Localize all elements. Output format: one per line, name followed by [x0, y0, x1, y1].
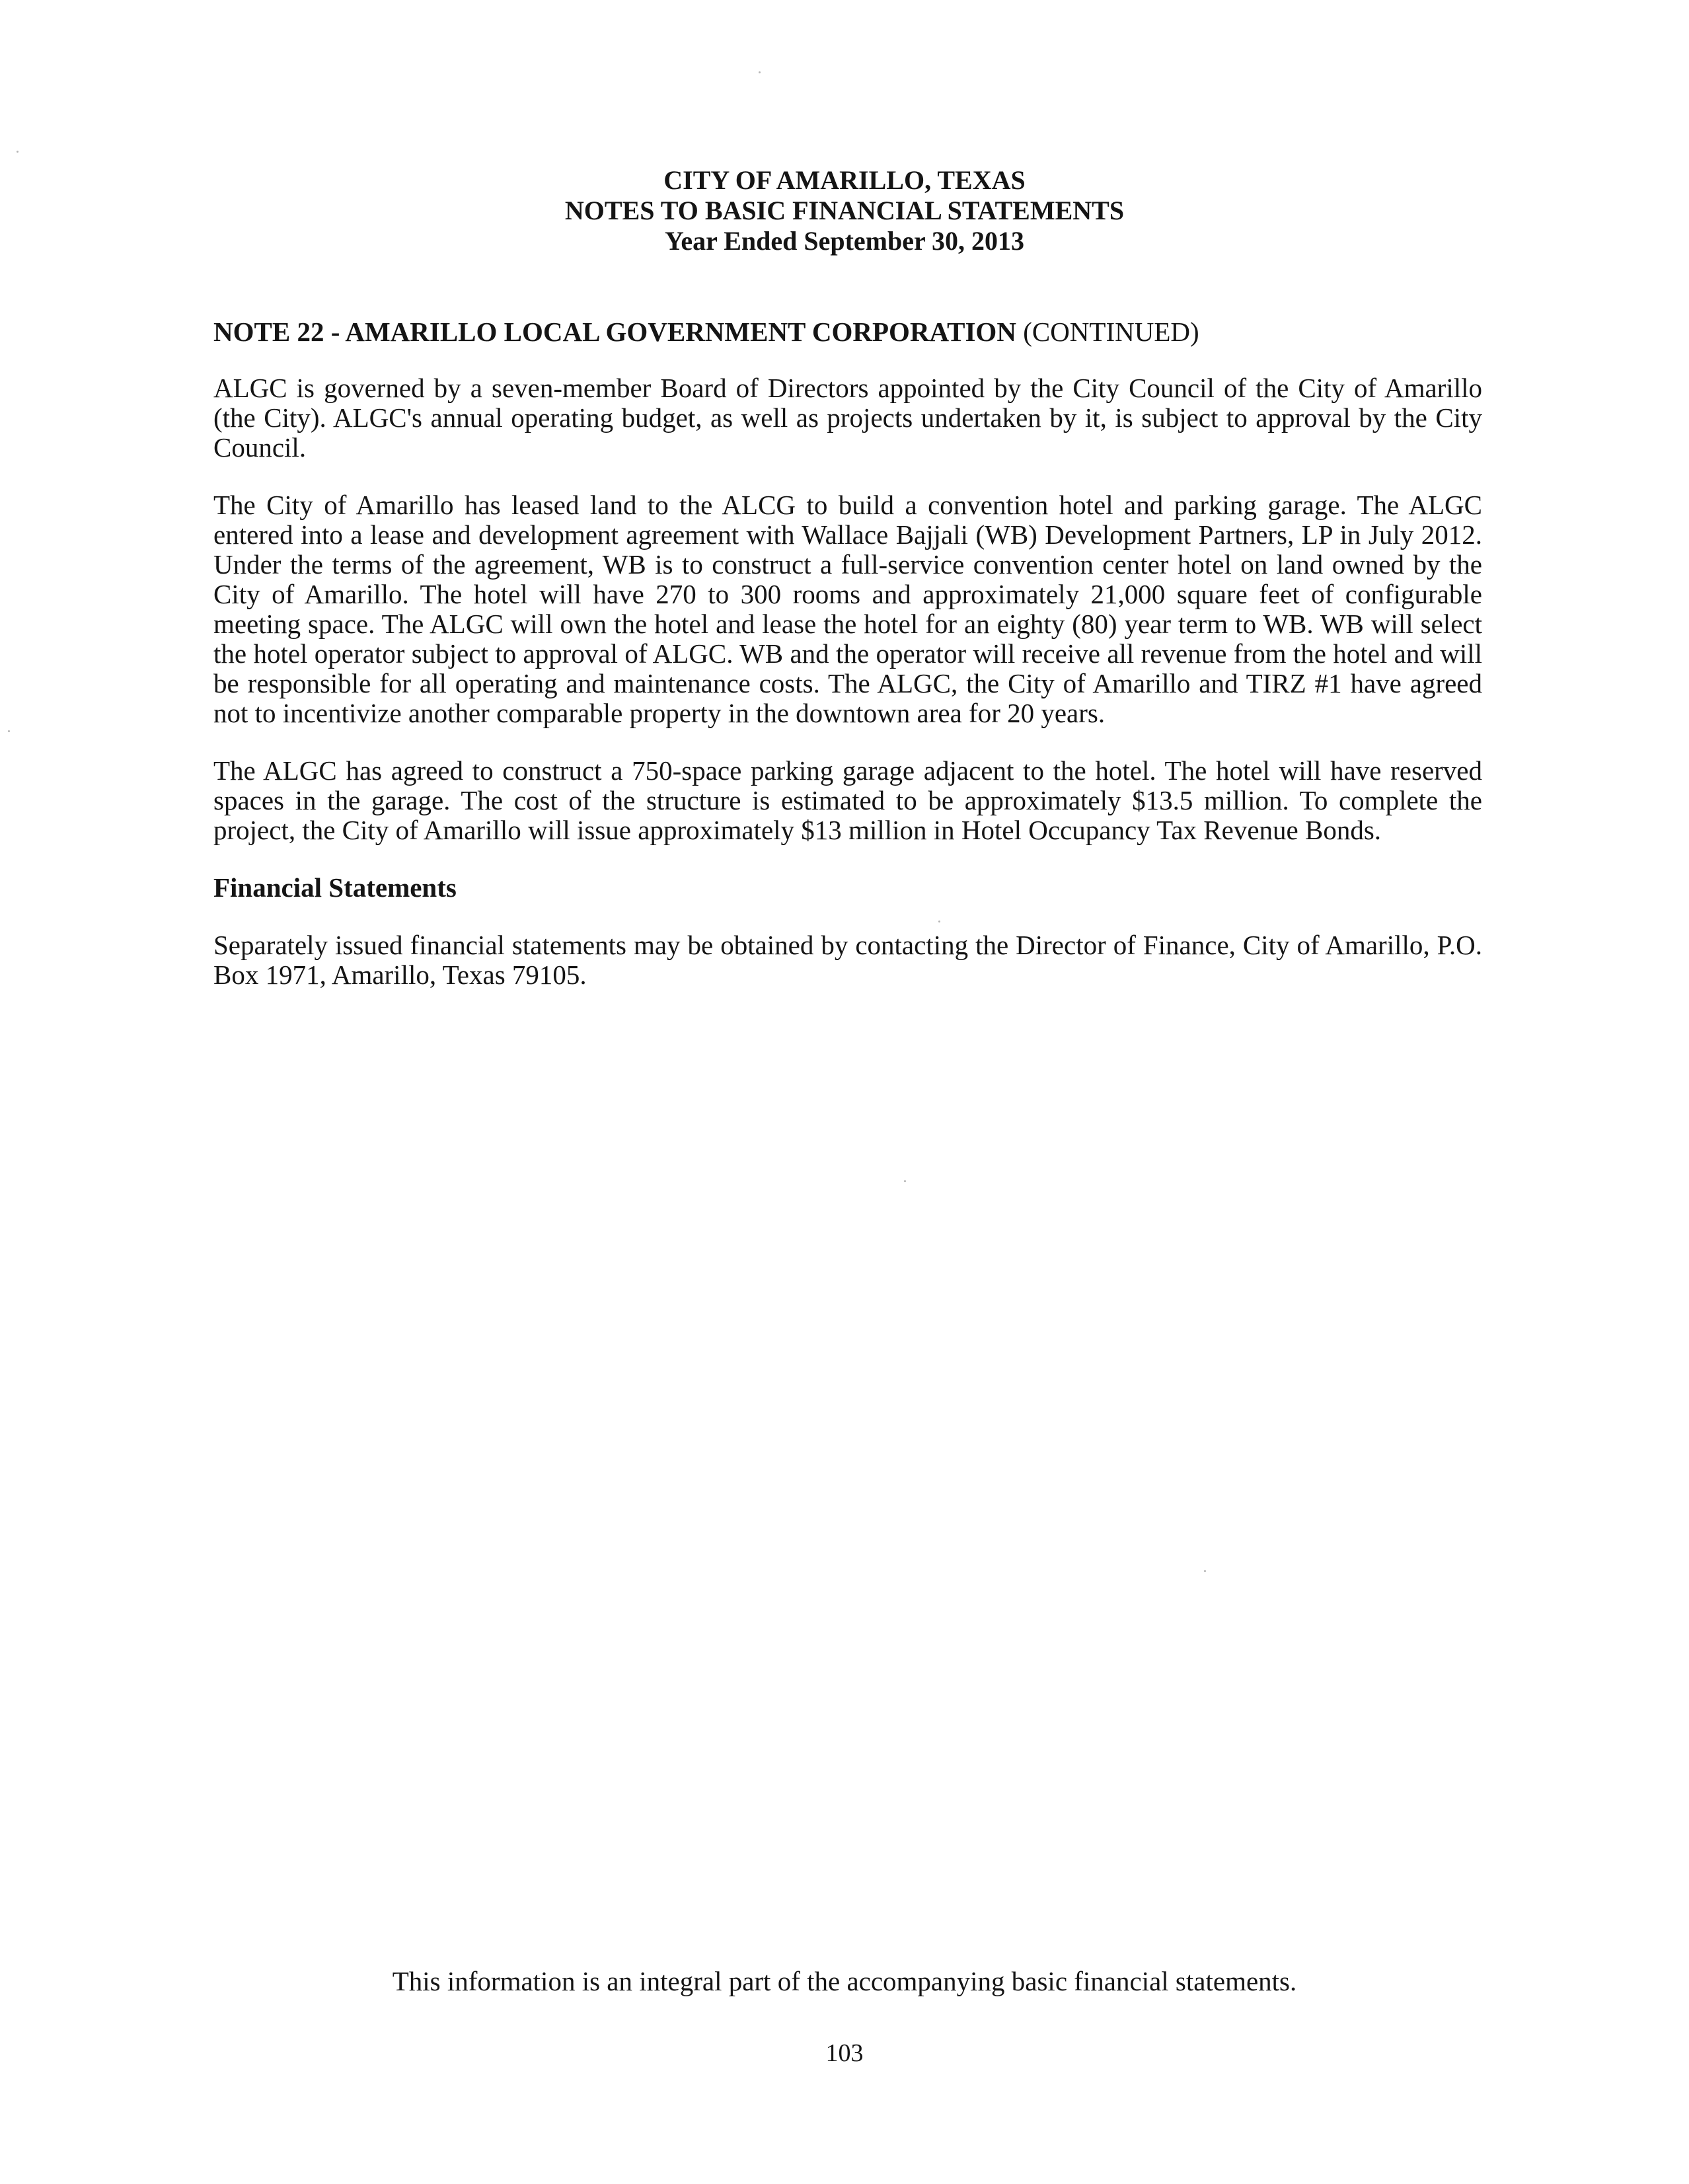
note-title: NOTE 22 - AMARILLO LOCAL GOVERNMENT CORPORATION — [213, 317, 1016, 347]
page-number: 103 — [825, 2039, 864, 2067]
note-heading — [213, 317, 1482, 347]
scan-speck — [17, 151, 19, 153]
note-title-suffix: (CONTINUED) — [1016, 317, 1199, 347]
financial-statements-heading: Financial Statements — [213, 872, 457, 903]
header-entity-name: CITY OF AMARILLO, TEXAS — [663, 165, 1026, 195]
scan-speck — [1204, 1570, 1206, 1572]
scan-speck — [759, 71, 761, 73]
document-header — [0, 165, 1689, 256]
scan-speck — [8, 730, 10, 732]
scan-speck — [904, 1180, 906, 1182]
footer-disclaimer: This information is an integral part of the accompanying basic financial statements. — [392, 1966, 1297, 1996]
note-paragraph-parking-garage: The ALGC has agreed to construct a 750-space parking garage adjacent to the hotel. The hotel will have reserved spaces in the garage. The cost of the structure is estimated to be approximately $13.5 million. To complete the project, the City of Amarillo will issue approximately $13 million in Hotel Occupancy Tax Revenue Bonds. — [213, 755, 1482, 845]
document-body — [213, 317, 1482, 1018]
header-period: Year Ended September 30, 2013 — [664, 226, 1025, 256]
header-document-title: NOTES TO BASIC FINANCIAL STATEMENTS — [564, 196, 1125, 225]
note-paragraph-hotel-lease: The City of Amarillo has leased land to the ALCG to build a convention hotel and parking garage. The ALGC entered into a lease and development agreement with Wallace Bajjali (WB) Development Partners, LP in July 2012. Under the terms of the agreement, WB is to construct a full-service convention center hotel on land owned by the City of Amarillo. The hotel will have 270 to 300 rooms and approximately 21,000 square feet of configurable meeting space. The ALGC will own the hotel and lease the hotel for an eighty (80) year term to WB. WB will select the hotel operator subject to approval of ALGC. WB and the operator will receive all revenue from the hotel and will be responsible for all operating and maintenance costs. The ALGC, the City of Amarillo and TIRZ #1 have agreed not to incentivize another comparable property in the downtown area for 20 years. — [213, 490, 1482, 728]
scan-speck — [938, 921, 940, 923]
financial-statements-paragraph: Separately issued financial statements may be obtained by contacting the Director of Finance, City of Amarillo, P.O. Box 1971, Amarillo, Texas 79105. — [213, 930, 1482, 990]
note-paragraph-governance: ALGC is governed by a seven-member Board of Directors appointed by the City Council of the City of Amarillo (the City). ALGC's annual operating budget, as well as projects undertaken by it, is subject to approval by the City Council. — [213, 373, 1482, 463]
